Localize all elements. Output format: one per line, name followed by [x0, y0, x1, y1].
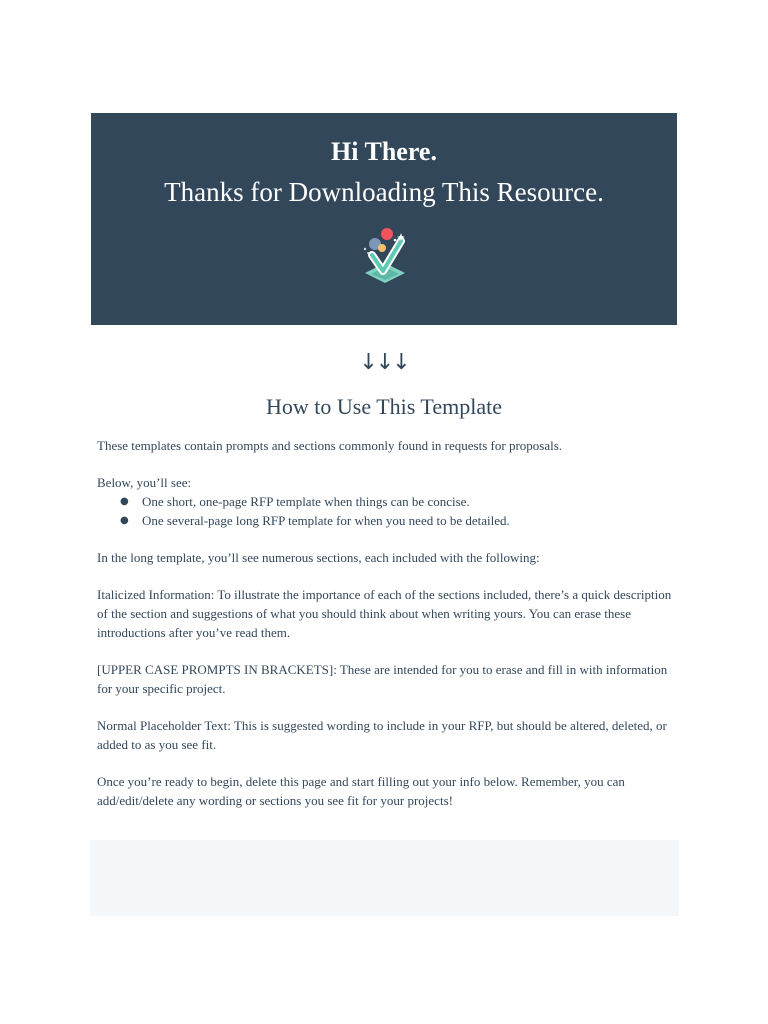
list-item — [120, 492, 677, 511]
bullet-icon: ● — [120, 496, 129, 507]
hero-title: Hi There. — [331, 137, 437, 166]
bullet-icon: ● — [120, 515, 129, 526]
down-arrows-icon: ↓↓↓ — [359, 350, 409, 375]
list-item-text: One several-page long RFP template for when you need to be detailed. — [142, 513, 510, 528]
checklist-celebration-icon — [359, 227, 411, 289]
long-template-paragraph: In the long template, you’ll see numerous sections, each included with the following: — [97, 550, 540, 565]
placeholder-paragraph: Normal Placeholder Text: This is suggested wording to include in your RFP, but should be altered, deleted, or added to as you see fit. — [97, 718, 667, 752]
hero-banner — [91, 113, 677, 325]
section-title: How to Use This Template — [266, 394, 502, 419]
list-item-text: One short, one-page RFP template when things can be concise. — [142, 494, 470, 509]
template-list — [97, 492, 677, 530]
footer-box — [90, 840, 679, 916]
below-label: Below, you’ll see: — [97, 475, 192, 490]
upper-case-paragraph: [UPPER CASE PROMPTS IN BRACKETS]: These are intended for you to erase and fill in with information for your specific project. — [97, 662, 668, 696]
intro-paragraph: These templates contain prompts and sections commonly found in requests for proposals. — [97, 438, 563, 453]
instructions-body — [97, 436, 677, 828]
hero-subtitle: Thanks for Downloading This Resource. — [164, 177, 604, 207]
italicized-paragraph: Italicized Information: To illustrate the importance of each of the sections included, there’s a quick description of the section and suggestions of what you should think about when writing yours. You can erase these introductions after you’ve read them. — [97, 587, 672, 640]
closing-paragraph: Once you’re ready to begin, delete this page and start filling out your info below. Remember, you can add/edit/delete any wording or sections you see fit for your projects! — [97, 774, 625, 808]
list-item — [120, 511, 677, 530]
